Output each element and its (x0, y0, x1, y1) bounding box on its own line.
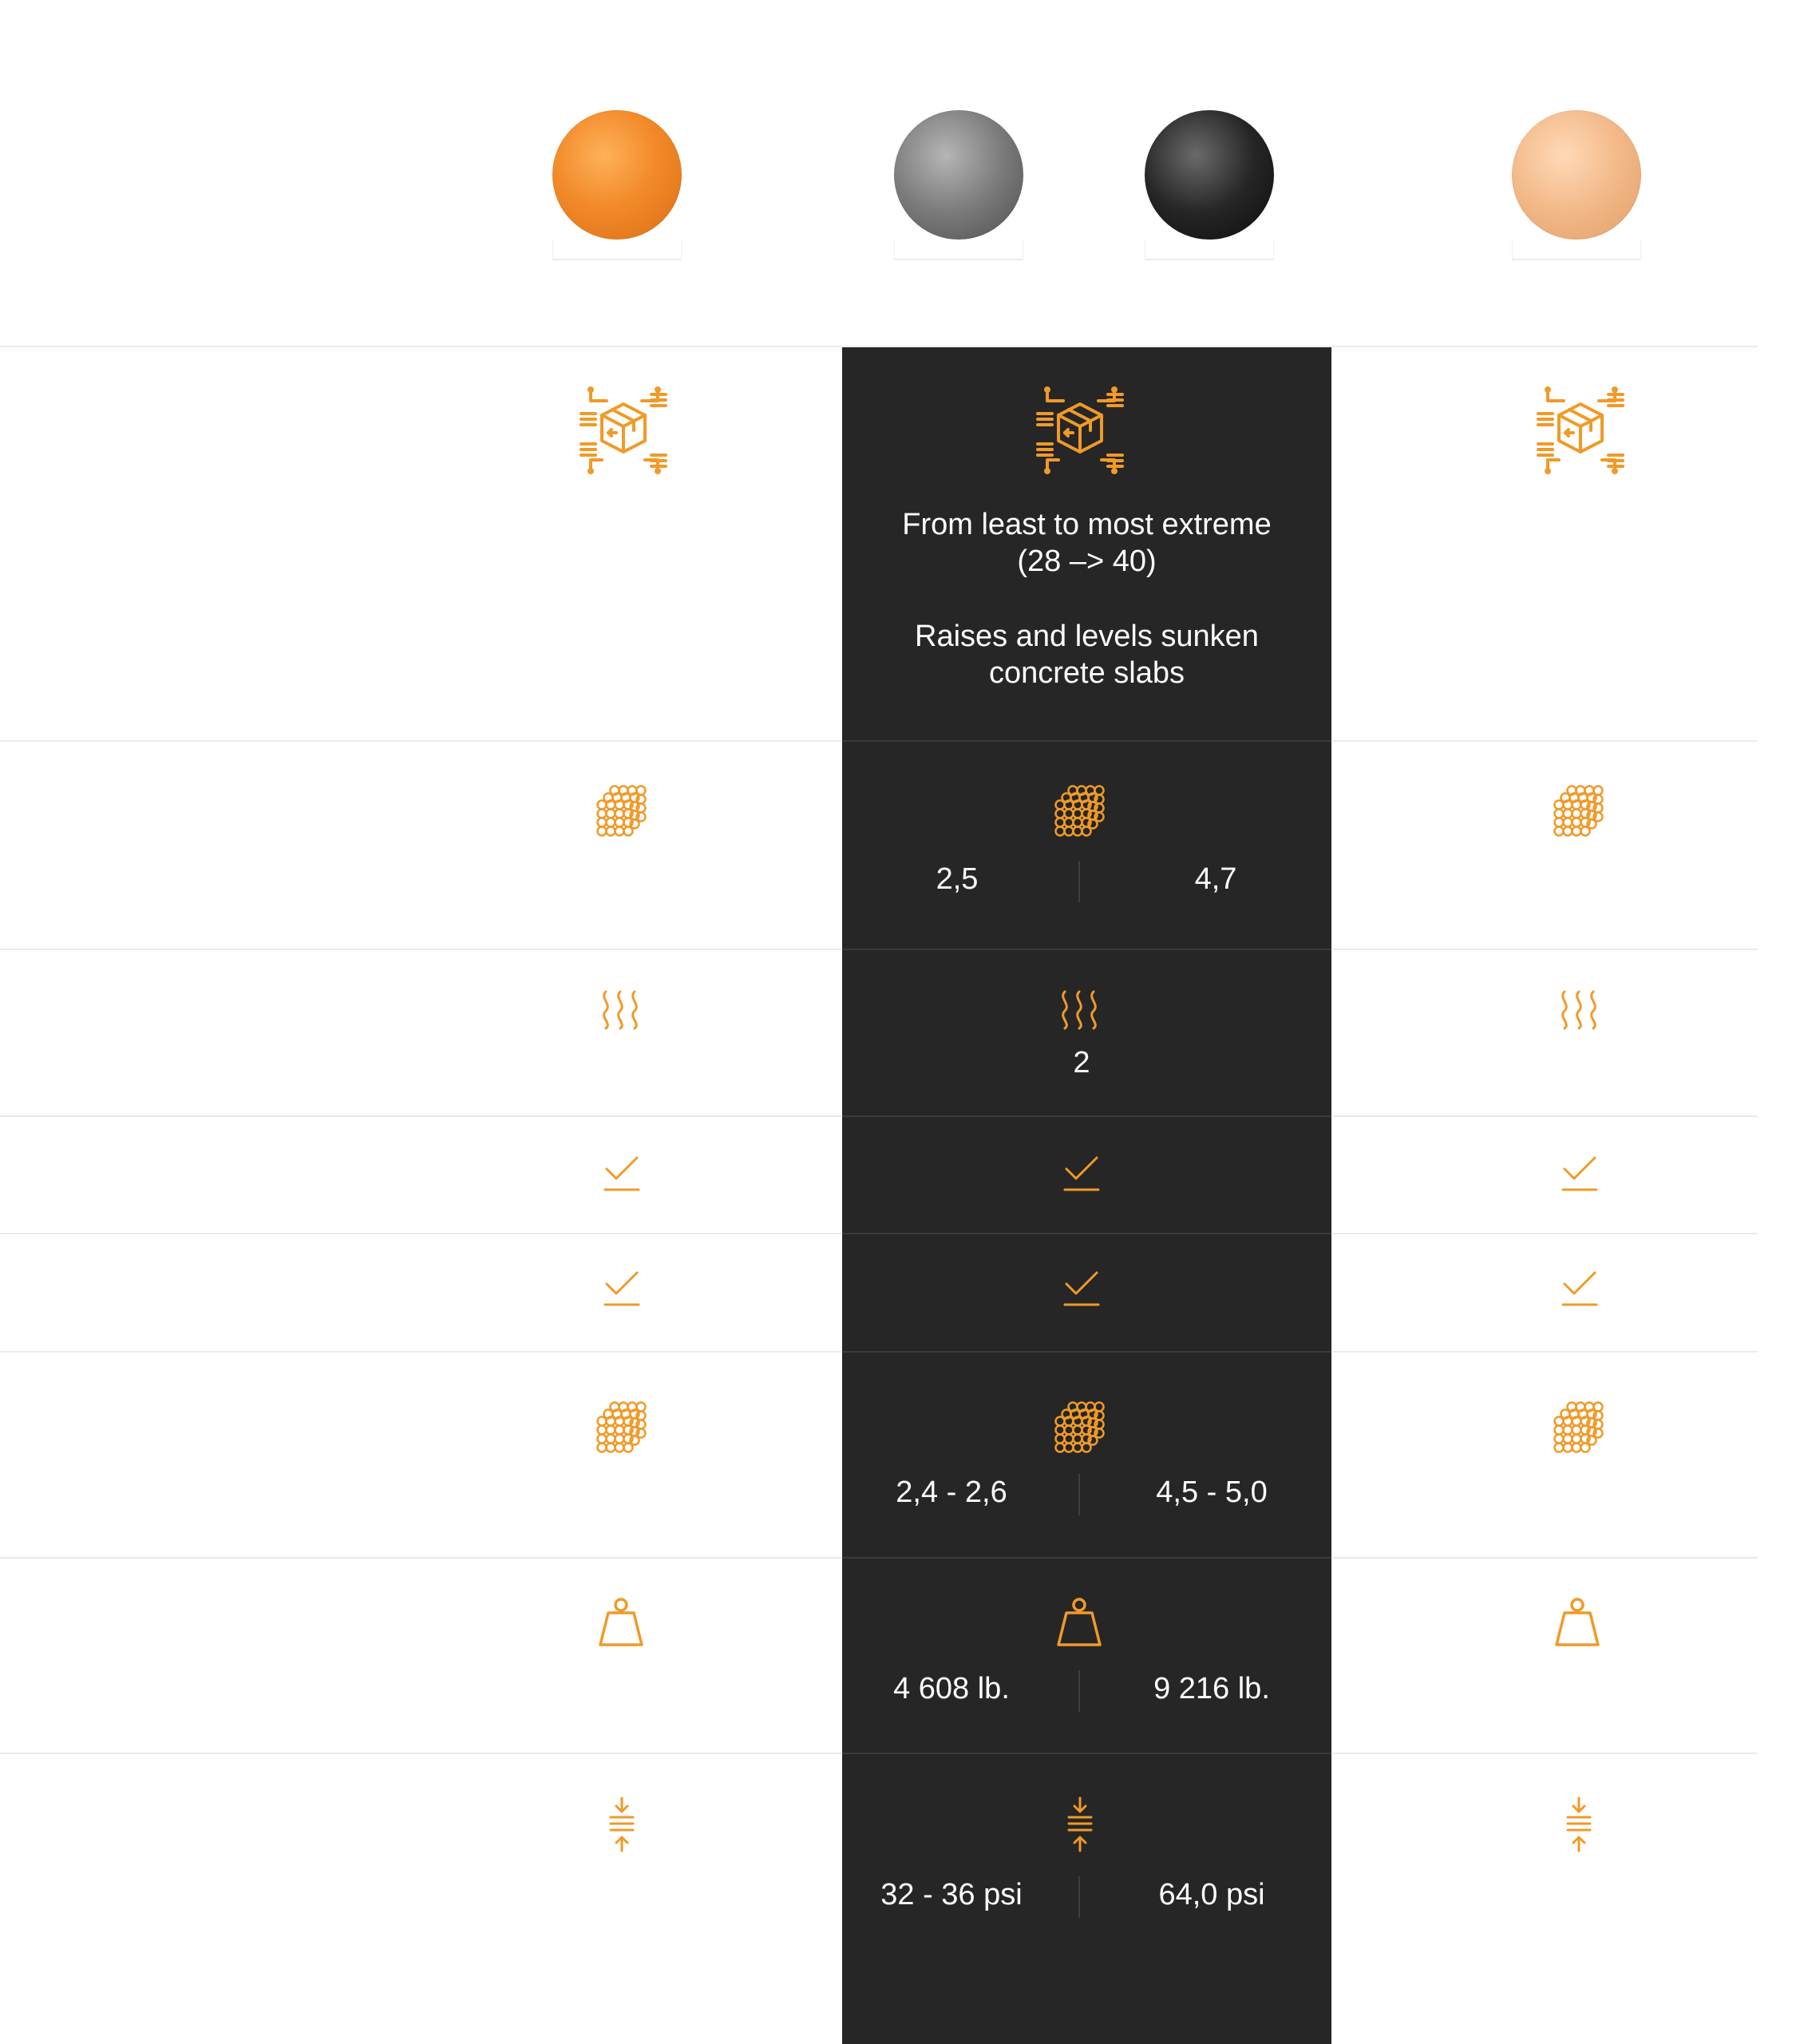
weight-value-right: 9 216 lb. (1153, 1672, 1270, 1705)
compression-icon (606, 1796, 638, 1852)
application-range-line2: (28 –> 40) (1017, 545, 1157, 578)
box-network-icon (1537, 386, 1624, 474)
cube-grid-icon (1052, 1399, 1108, 1455)
weight-icon (1055, 1597, 1103, 1648)
application-desc-line1: Raises and levels sunken (915, 620, 1259, 653)
row-divider-dark (842, 1351, 1331, 1353)
cube-grid-icon (594, 1399, 650, 1455)
box-network-icon (1036, 386, 1124, 474)
swatch-plate (1145, 240, 1274, 260)
check-icon (602, 1153, 642, 1193)
compression-icon (1563, 1796, 1595, 1852)
density-value-left: 2,5 (936, 862, 979, 896)
check-icon (1560, 1268, 1600, 1308)
product-swatch-peach[interactable] (1512, 110, 1641, 240)
weight-icon (1553, 1597, 1601, 1648)
cube-grid-icon (1551, 782, 1607, 838)
row-divider-dark (842, 1557, 1331, 1559)
product-swatch-black[interactable] (1145, 110, 1274, 240)
check-icon (1062, 1268, 1102, 1308)
row-divider-dark (842, 1115, 1331, 1117)
cube-grid-icon (1551, 1399, 1607, 1455)
swatch-plate (1512, 240, 1641, 260)
heat-waves-icon (1555, 990, 1603, 1030)
row-divider-dark (842, 1233, 1331, 1234)
row-divider-dark (842, 1753, 1331, 1754)
row-divider-dark (842, 740, 1331, 742)
compression-icon (1064, 1796, 1096, 1852)
row-divider (0, 346, 1758, 347)
cube-grid-icon (1052, 782, 1108, 838)
heat-waves-icon (1055, 990, 1103, 1030)
check-icon (602, 1268, 642, 1308)
density-range-left: 2,4 - 2,6 (896, 1476, 1007, 1509)
pressure-value-right: 64,0 psi (1158, 1878, 1265, 1911)
swatch-plate (552, 240, 682, 260)
density-range-right: 4,5 - 5,0 (1156, 1476, 1268, 1509)
box-network-icon (580, 386, 667, 474)
row-divider-dark (842, 949, 1331, 950)
application-desc-line2: concrete slabs (988, 656, 1185, 690)
cube-grid-icon (594, 782, 650, 838)
product-swatch-grey[interactable] (894, 110, 1023, 240)
value-divider (1078, 861, 1080, 902)
value-divider (1078, 1474, 1080, 1515)
density-value-right: 4,7 (1194, 862, 1237, 896)
application-range-line1: From least to most extreme (902, 508, 1272, 541)
check-icon (1560, 1153, 1600, 1193)
pressure-value-left: 32 - 36 psi (880, 1878, 1023, 1911)
weight-value-left: 4 608 lb. (893, 1672, 1010, 1705)
value-divider (1078, 1876, 1080, 1918)
value-divider (1078, 1670, 1080, 1712)
weight-icon (597, 1597, 645, 1648)
highlighted-product-column (842, 347, 1331, 2044)
check-icon (1062, 1153, 1102, 1193)
product-swatch-orange[interactable] (552, 110, 682, 240)
heat-value: 2 (1073, 1046, 1090, 1079)
heat-waves-icon (596, 990, 644, 1030)
swatch-plate (894, 240, 1023, 260)
